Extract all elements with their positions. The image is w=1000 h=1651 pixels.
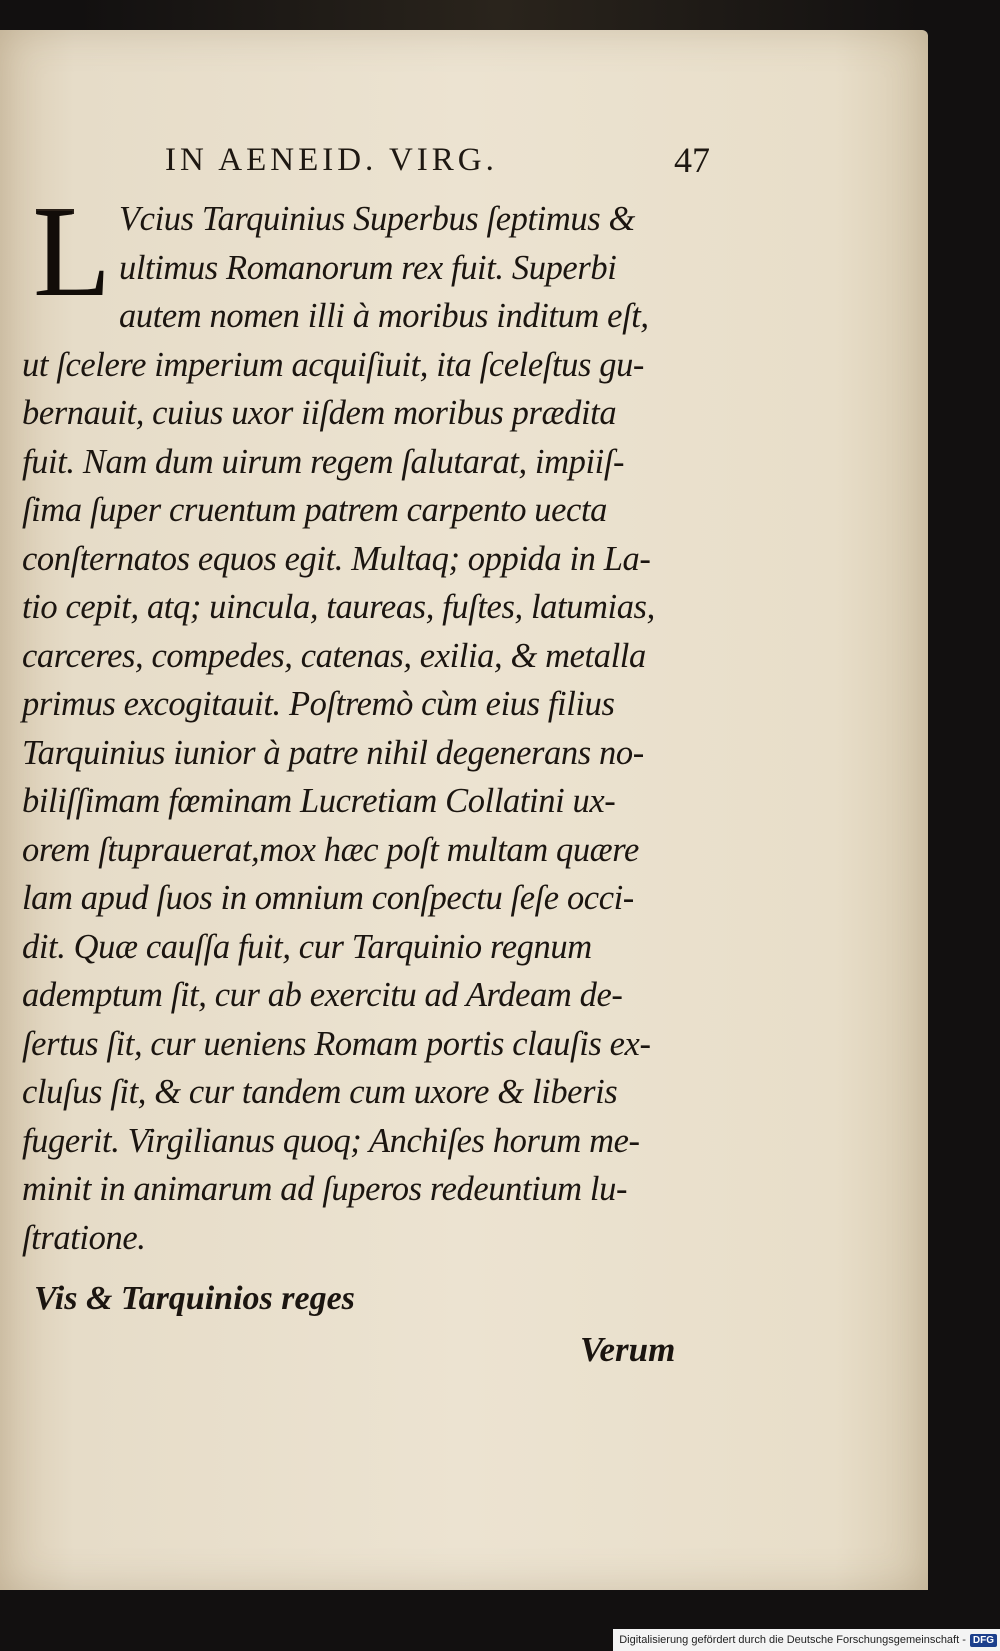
page-number: 47 bbox=[674, 140, 710, 180]
text-line: ſima ſuper cruentum patrem carpento uecta bbox=[22, 491, 607, 529]
text-line: primus excogitauit. Poſtremò cùm eius filius bbox=[22, 685, 615, 723]
dfg-logo: DFG bbox=[970, 1634, 997, 1647]
text-line: Vcius Tarquinius Superbus ſeptimus & bbox=[119, 200, 635, 238]
text-line: ut ſcelere imperium acquiſiuit, ita ſceleſtus gu- bbox=[22, 345, 645, 384]
catchword: Verum bbox=[580, 1330, 676, 1369]
text-line: autem nomen illi à moribus inditum eſt, bbox=[119, 297, 649, 335]
text-line: lam apud ſuos in omnium conſpectu ſeſe occi- bbox=[22, 879, 634, 917]
text-line: bernauit, cuius uxor iiſdem moribus prædita bbox=[22, 394, 617, 432]
text-line: fuit. Nam dum uirum regem ſalutarat, impiiſ- bbox=[22, 442, 625, 481]
text-line: tio cepit, atq; uincula, taureas, fuſtes, latumias, bbox=[22, 588, 655, 626]
text-line: cluſus ſit, & cur tandem cum uxore & liberis bbox=[22, 1073, 618, 1111]
drop-cap: L bbox=[33, 181, 112, 323]
text-line: orem ſtuprauerat,mox hæc poſt multam quære bbox=[22, 830, 639, 869]
text-line: biliſſimam fœminam Lucretiam Collatini ux- bbox=[22, 782, 616, 820]
text-line: carceres, compedes, catenas, exilia, & metalla bbox=[22, 636, 646, 675]
text-line: fugerit. Virgilianus quoq; Anchiſes horum me- bbox=[22, 1121, 640, 1160]
footer-text: Digitalisierung gefördert durch die Deutsche Forschungsgemeinschaft - bbox=[619, 1634, 966, 1646]
text-lines bbox=[22, 181, 712, 1262]
text-line: conſternatos equos egit. Multaq; oppida in La- bbox=[22, 539, 651, 578]
book-page bbox=[0, 30, 928, 1590]
verse-quotation: Vis & Tarquinios reges bbox=[34, 1280, 355, 1317]
text-line: ſtratione. bbox=[22, 1218, 146, 1257]
text-line: Tarquinius iunior à patre nihil degenerans no- bbox=[22, 733, 644, 772]
text-line: dit. Quæ cauſſa fuit, cur Tarquinio regnum bbox=[22, 927, 592, 966]
running-title: IN AENEID. VIRG. bbox=[165, 141, 498, 178]
text-line: ſertus ſit, cur ueniens Romam portis clauſis ex- bbox=[22, 1024, 651, 1063]
page-header bbox=[165, 138, 710, 182]
digitization-footer bbox=[613, 1629, 1000, 1651]
body-text bbox=[22, 181, 712, 1262]
text-line: ademptum ſit, cur ab exercitu ad Ardeam de- bbox=[22, 976, 623, 1014]
text-line: ultimus Romanorum rex fuit. Superbi bbox=[119, 248, 617, 287]
text-line: minit in animarum ad ſuperos redeuntium lu- bbox=[22, 1170, 628, 1208]
